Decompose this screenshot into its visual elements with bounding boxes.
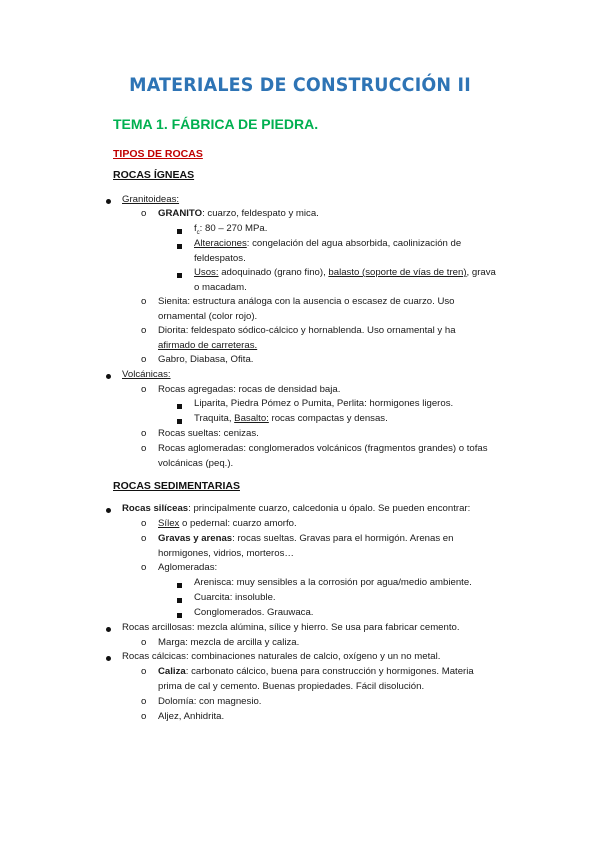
bullet-circle: o <box>141 443 147 454</box>
bullet-dot <box>106 656 111 661</box>
list-item-continuation: ornamental (color rojo). <box>158 311 258 322</box>
topic-heading: TEMA 1. FÁBRICA DE PIEDRA. <box>113 116 319 132</box>
list-item-continuation: hormigones, vidrios, morteros… <box>158 548 294 559</box>
bullet-square <box>177 583 182 588</box>
bullet-dot <box>106 374 111 379</box>
bullet-square <box>177 229 182 234</box>
igneas-heading: ROCAS ÍGNEAS <box>113 169 195 181</box>
section-heading: TIPOS DE ROCAS <box>113 148 203 160</box>
list-item: Usos: adoquinado (grano fino), balasto (soporte de vías de tren), grava <box>194 267 496 278</box>
bullet-circle: o <box>141 666 147 677</box>
list-item: Rocas agregadas: rocas de densidad baja. <box>158 384 341 395</box>
sedimentarias-heading: ROCAS SEDIMENTARIAS <box>113 480 240 492</box>
bullet-circle: o <box>141 533 147 544</box>
list-item: Rocas cálcicas: combinaciones naturales de calcio, oxígeno y un no metal. <box>122 651 441 662</box>
bullet-dot <box>106 508 111 513</box>
list-item: GRANITO: cuarzo, feldespato y mica. <box>158 208 319 219</box>
bullet-square <box>177 419 182 424</box>
list-item: Cuarcita: insoluble. <box>194 592 276 603</box>
bullet-dot <box>106 199 111 204</box>
bullet-circle: o <box>141 696 147 707</box>
list-item: Liparita, Piedra Pómez o Pumita, Perlita: hormigones ligeros. <box>194 398 454 409</box>
list-item-continuation: volcánicas (peq.). <box>158 458 234 469</box>
list-item-continuation: feldespatos. <box>194 253 246 264</box>
bullet-circle: o <box>141 428 147 439</box>
list-item: Rocas arcillosas: mezcla alúmina, sílice y hierro. Se usa para fabricar cemento. <box>122 622 460 633</box>
bullet-circle: o <box>141 518 147 529</box>
list-item: Dolomía: con magnesio. <box>158 696 262 707</box>
document-title: MATERIALES DE CONSTRUCCIÓN II <box>129 74 471 96</box>
bullet-square <box>177 273 182 278</box>
list-item-continuation: prima de cal y cemento. Buenas propiedades. Fácil disolución. <box>158 681 425 692</box>
list-item: Conglomerados. Grauwaca. <box>194 607 314 618</box>
list-item: Arenisca: muy sensibles a la corrosión por agua/medio ambiente. <box>194 577 472 588</box>
list-item: Marga: mezcla de arcilla y caliza. <box>158 637 300 648</box>
bullet-circle: o <box>141 637 147 648</box>
list-item: Aglomeradas: <box>158 562 218 573</box>
bullet-circle: o <box>141 296 147 307</box>
list-item-continuation: afirmado de carreteras. <box>158 340 258 351</box>
bullet-square <box>177 598 182 603</box>
bullet-square <box>177 244 182 249</box>
bullet-circle: o <box>141 384 147 395</box>
list-item-continuation: o macadam. <box>194 282 247 293</box>
bullet-square <box>177 613 182 618</box>
bullet-circle: o <box>141 208 147 219</box>
list-item: Aljez, Anhidrita. <box>158 711 225 722</box>
list-item: Diorita: feldespato sódico-cálcico y hornablenda. Uso ornamental y ha <box>158 325 456 336</box>
list-item: Sienita: estructura análoga con la ausencia o escasez de cuarzo. Uso <box>158 296 455 307</box>
bullet-square <box>177 404 182 409</box>
list-item: Granitoideas: <box>122 194 180 205</box>
list-item: Gravas y arenas: rocas sueltas. Gravas para el hormigón. Arenas en <box>158 533 454 544</box>
list-item: $f_c$: 80 – 270 MPa. <box>194 223 268 236</box>
list-item: Rocas silíceas: principalmente cuarzo, calcedonia u ópalo. Se pueden encontrar: <box>122 503 471 514</box>
bullet-circle: o <box>141 325 147 336</box>
list-item: Sílex o pedernal: cuarzo amorfo. <box>158 518 297 529</box>
list-item: Rocas sueltas: cenizas. <box>158 428 259 439</box>
list-item: Caliza: carbonato cálcico, buena para construcción y hormigones. Materia <box>158 666 474 677</box>
list-item: Volcánicas: <box>122 369 171 380</box>
bullet-circle: o <box>141 562 147 573</box>
list-item: Rocas aglomeradas: conglomerados volcánicos (fragmentos grandes) o tofas <box>158 443 488 454</box>
list-item: Gabro, Diabasa, Ofita. <box>158 354 254 365</box>
list-item: Traquita, Basalto: rocas compactas y densas. <box>194 413 388 424</box>
bullet-dot <box>106 627 111 632</box>
bullet-circle: o <box>141 354 147 365</box>
bullet-circle: o <box>141 711 147 722</box>
list-item: Alteraciones: congelación del agua absorbida, caolinización de <box>194 238 462 249</box>
